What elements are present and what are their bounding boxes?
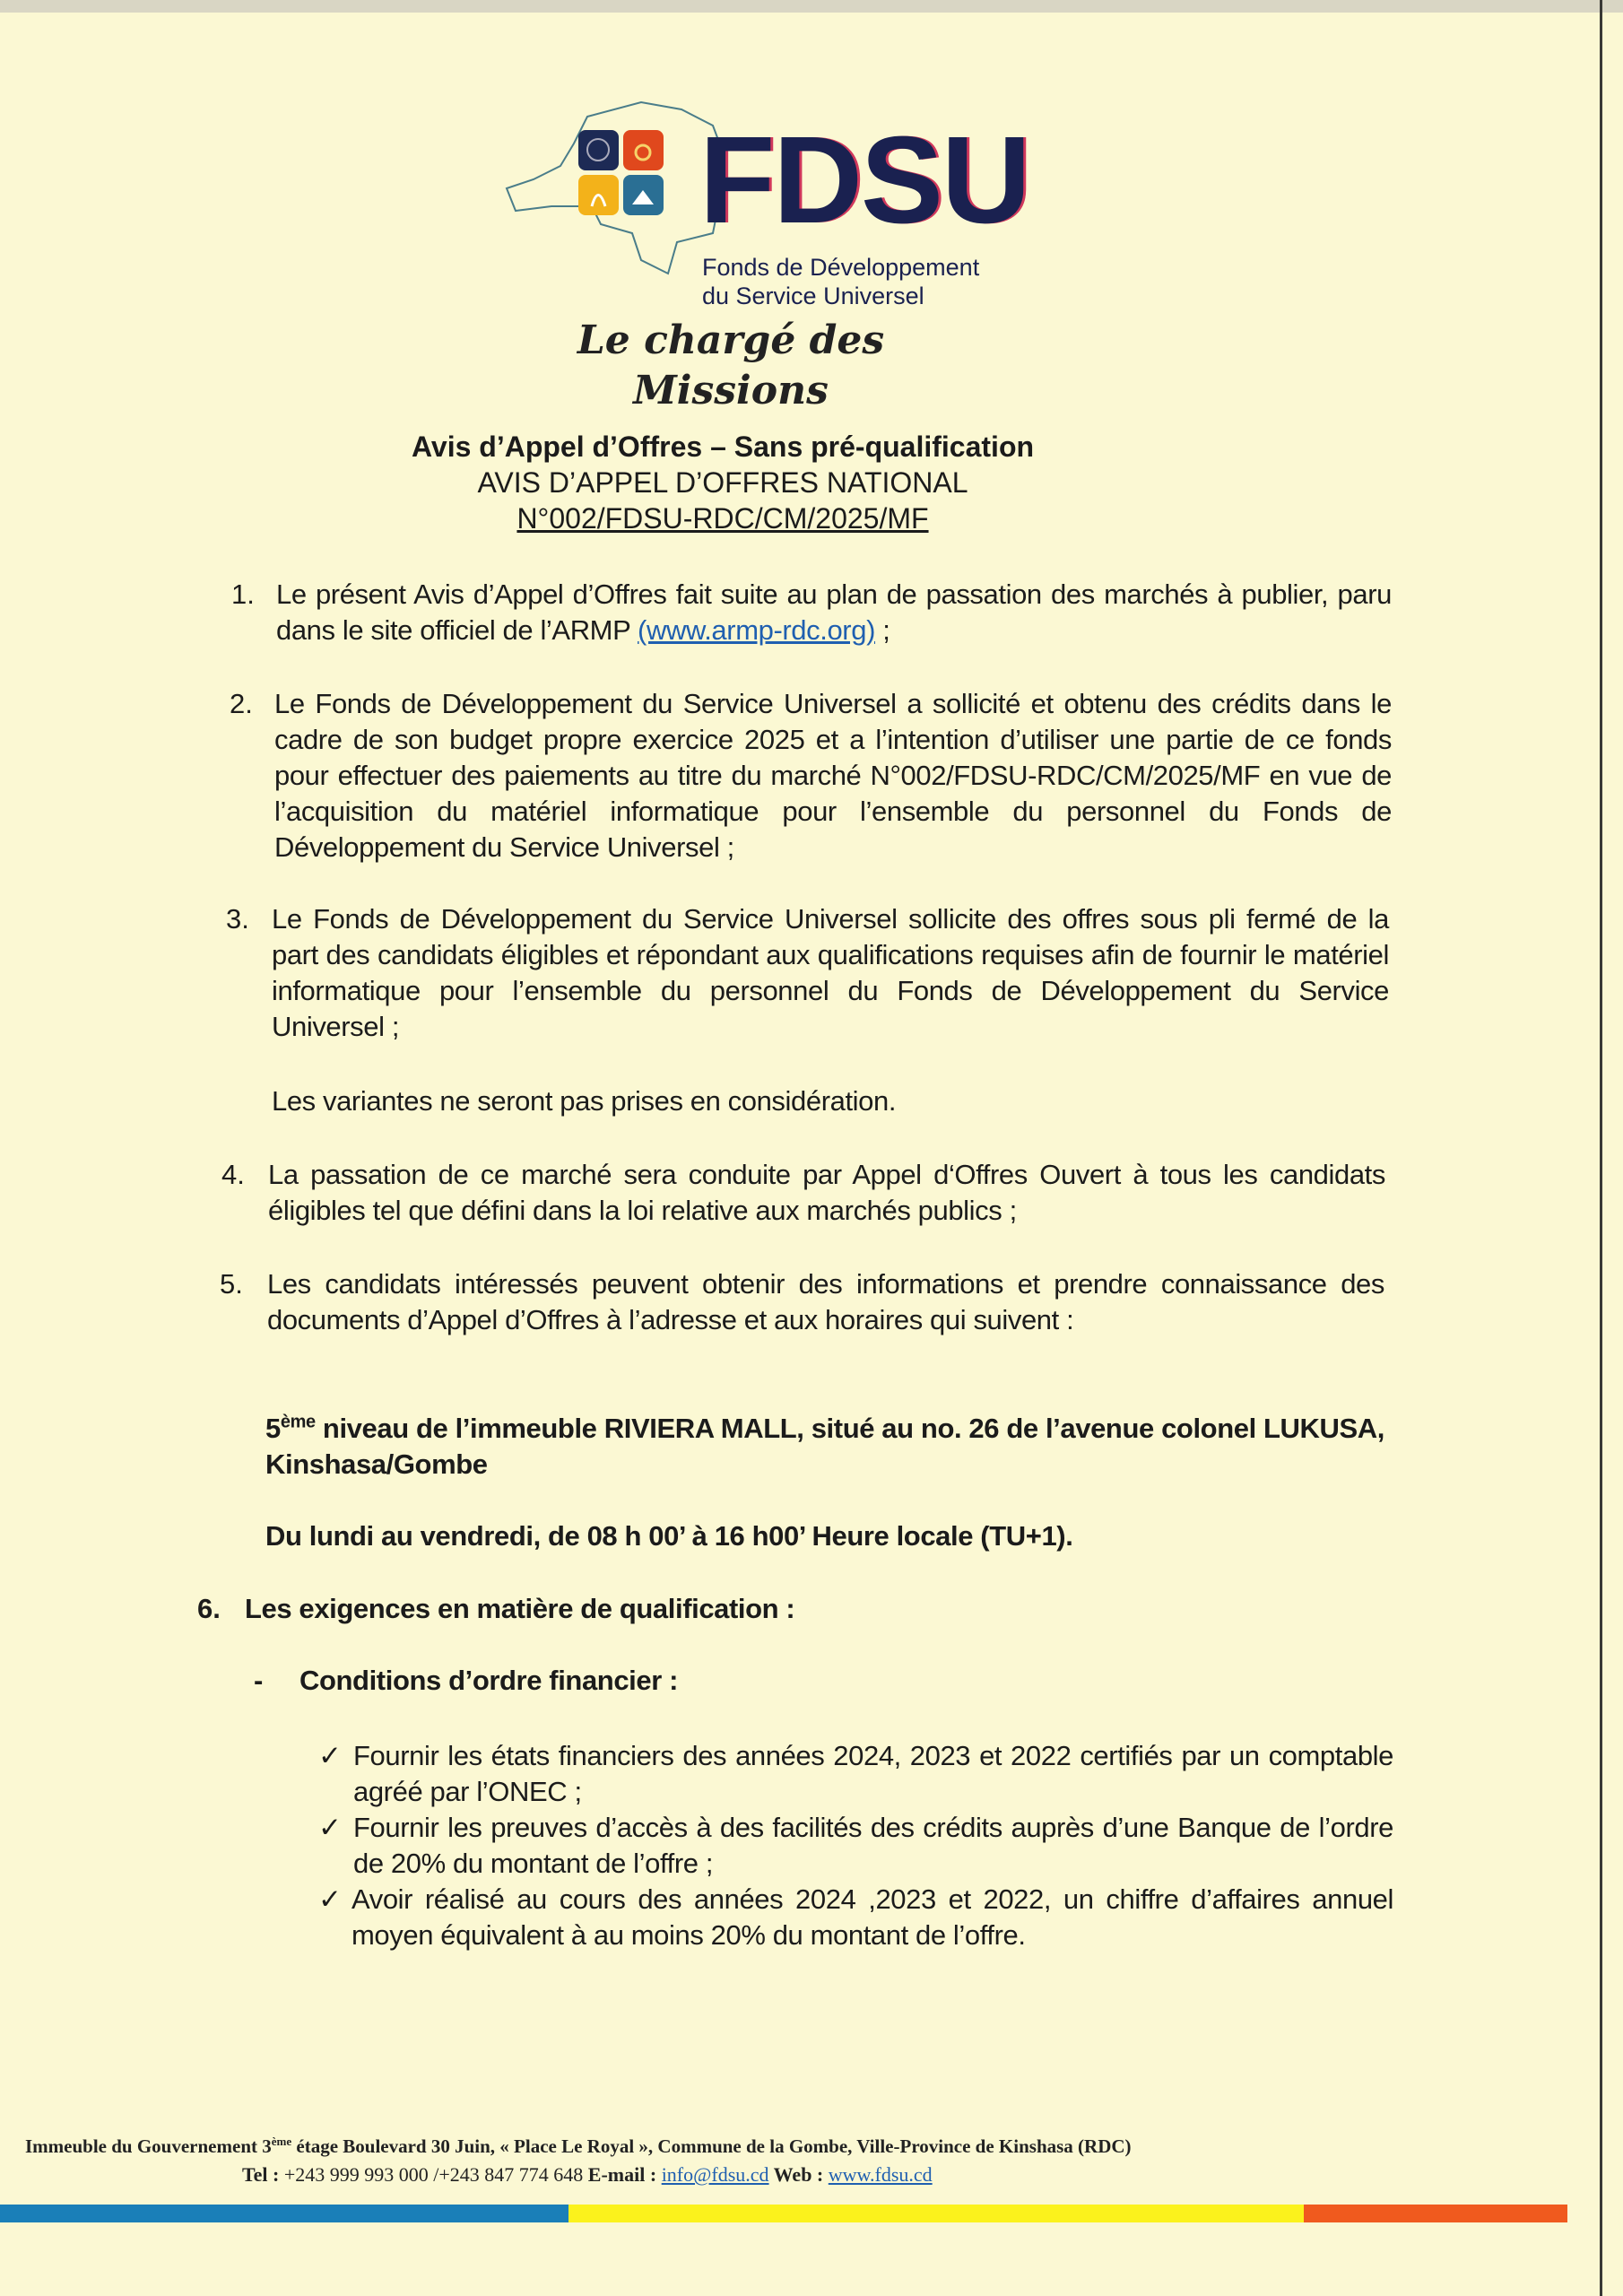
- armp-link[interactable]: (www.armp-rdc.org): [638, 614, 875, 646]
- item-4-text: La passation de ce marché sera conduite par Appel d‘Offres Ouvert à tous les candidats éligibles tel que défini dans la loi relative aux marchés publics ;: [268, 1159, 1385, 1226]
- footer-contacts: [242, 2163, 933, 2187]
- logo-line-1: Fonds de Développement: [702, 254, 980, 281]
- item-number: 2.: [230, 688, 253, 719]
- logo-acronym: FDSU: [699, 111, 1029, 249]
- item-number: 4.: [221, 1159, 245, 1190]
- check-icon: ✓: [318, 1883, 342, 1915]
- item-number: 5.: [220, 1268, 243, 1300]
- item-1-text: [276, 577, 1392, 648]
- logo-full-name: [702, 253, 979, 310]
- scan-top-edge: [0, 0, 1623, 13]
- web-link[interactable]: www.fdsu.cd: [828, 2163, 933, 2186]
- heading-reference: N°002/FDSU-RDC/CM/2025/MF: [516, 502, 929, 535]
- item-6-text: Les exigences en matière de qualification :: [245, 1593, 795, 1624]
- footer-address-start: Immeuble du Gouvernement 3: [25, 2135, 272, 2157]
- financial-conditions-heading: Conditions d’ordre financier :: [299, 1665, 679, 1696]
- item-number: 6.: [197, 1593, 221, 1624]
- footer-bar-blue: [0, 2205, 568, 2222]
- email-link[interactable]: info@fdsu.cd: [661, 2163, 769, 2186]
- notice-heading: [274, 429, 1171, 536]
- office-address: [265, 1411, 1384, 1483]
- office-hours: Du lundi au vendredi, de 08 h 00’ à 16 h00’ Heure locale (TU+1).: [265, 1520, 1073, 1552]
- logo-line-2: du Service Universel: [702, 283, 924, 309]
- scan-right-edge: [1600, 0, 1602, 2296]
- check-icon: ✓: [318, 1740, 342, 1771]
- footer-address: [25, 2135, 1132, 2158]
- item-1-body: Le présent Avis d’Appel d’Offres fait suite au plan de passation des marchés à publier, paru dans le site officiel de l’ARMP: [276, 578, 1392, 646]
- heading-line-2: AVIS D’APPEL D’OFFRES NATIONAL: [477, 466, 968, 499]
- address-text: niveau de l’immeuble RIVIERA MALL, situé au no. 26 de l’avenue colonel LUKUSA, Kinshasa/Gombe: [265, 1413, 1384, 1480]
- letterhead-subtitle: Le chargé des Missions: [577, 317, 885, 413]
- item-number: 1.: [231, 578, 255, 610]
- floor-number: 5: [265, 1413, 281, 1444]
- check-item: Avoir réalisé au cours des années 2024 ,2023 et 2022, un chiffre d’affaires annuel moyen équivalent à au moins 20% du montant de l’offre.: [352, 1883, 1393, 1951]
- dash-bullet: -: [254, 1665, 264, 1696]
- item-5-text: Les candidats intéressés peuvent obtenir des informations et prendre connaissance des documents d’Appel d’Offres à l’adresse et aux horaires qui suivent :: [267, 1268, 1384, 1335]
- item-2-text: Le Fonds de Développement du Service Universel a sollicité et obtenu des crédits dans le cadre de son budget propre exercice 2025 et a l’intention d’utiliser une partie de ce fonds pour effectuer des paiements au titre du marché N°002/FDSU-RDC/CM/2025/MF en vue de l’acquisition du matériel informatique pour l’ensemble du personnel du Fonds de Développement du Service Universel ;: [274, 688, 1392, 863]
- tel-numbers: +243 999 993 000 /+243 847 774 648: [279, 2163, 588, 2186]
- email-label: E-mail :: [587, 2163, 657, 2186]
- footer-bar-orange: [1304, 2205, 1567, 2222]
- check-icon: ✓: [318, 1812, 342, 1843]
- item-1-end: ;: [875, 614, 890, 646]
- footer-bar-yellow: [568, 2205, 1304, 2222]
- tel-label: Tel :: [242, 2163, 280, 2186]
- check-item: Fournir les états financiers des années 2024, 2023 et 2022 certifiés par un comptable agréé par l’ONEC ;: [353, 1740, 1393, 1807]
- web-label: Web :: [768, 2163, 824, 2186]
- footer-address-end: étage Boulevard 30 Juin, « Place Le Royal », Commune de la Gombe, Ville-Province de Kinshasa (RDC): [291, 2135, 1132, 2157]
- footer-superscript: ème: [271, 2135, 292, 2148]
- item-number: 3.: [226, 903, 249, 935]
- heading-line-1: Avis d’Appel d’Offres – Sans pré-qualification: [411, 430, 1035, 463]
- item-3-text: Le Fonds de Développement du Service Universel sollicite des offres sous pli fermé de la part des candidats éligibles et répondant aux qualifications requises afin de fournir le matériel informatique pour l’ensemble du personnel du Fonds de Développement du Service Universel ;: [272, 903, 1389, 1042]
- variants-note: Les variantes ne seront pas prises en considération.: [272, 1085, 897, 1117]
- floor-superscript: ème: [280, 1412, 316, 1432]
- check-item: Fournir les preuves d’accès à des facilités des crédits auprès d’une Banque de l’ordre de 20% du montant de l’offre ;: [353, 1812, 1393, 1879]
